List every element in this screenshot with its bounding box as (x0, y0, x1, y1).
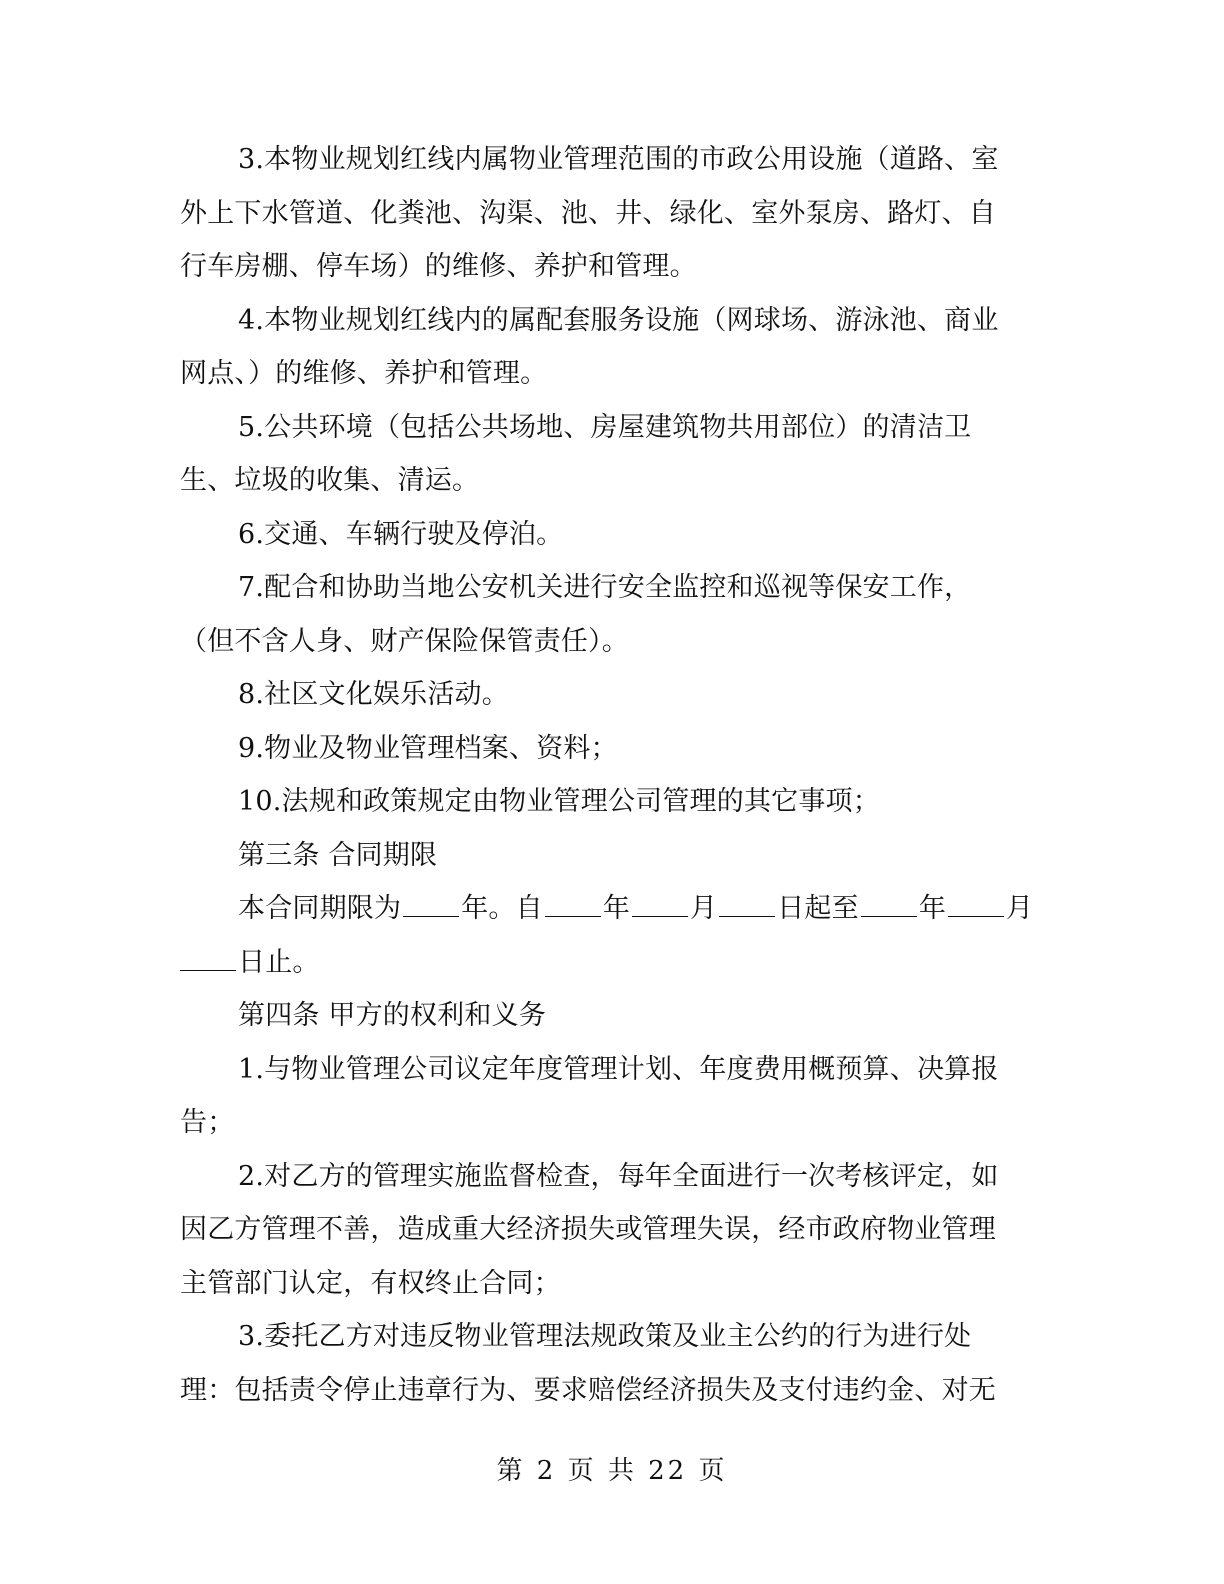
term-text: 月 (690, 893, 718, 924)
term-text: 日起至 (777, 893, 859, 924)
term-text: 年。自 (461, 893, 543, 924)
paragraph-line: 主管部门认定，有权终止合同； (180, 1267, 561, 1299)
document-body (180, 133, 1034, 1417)
paragraph-line: 6.交通、车辆行驶及停泊。 (238, 518, 564, 550)
blank-field (180, 946, 236, 971)
paragraph-line: 9.物业及物业管理档案、资料； (238, 732, 618, 764)
paragraph-line: 2.对乙方的管理实施监督检查，每年全面进行一次考核评定，如 (238, 1160, 999, 1192)
paragraph-line: 行车房棚、停车场）的维修、养护和管理。 (180, 251, 697, 282)
term-text: 年 (918, 893, 947, 924)
paragraph-line: 10.法规和政策规定由物业管理公司管理的其它事项； (238, 786, 880, 817)
blank-field (948, 892, 1004, 917)
section-heading: 第四条 甲方的权利和义务 (238, 1000, 546, 1031)
blank-field (545, 892, 601, 917)
contract-term-line (180, 882, 1034, 936)
blank-field (403, 892, 459, 917)
term-text: 日止。 (238, 946, 320, 978)
paragraph-line: 8.社区文化娱乐活动。 (238, 679, 509, 710)
paragraph-line: 网点、）的维修、养护和管理。 (180, 358, 548, 389)
paragraph-line: 因乙方管理不善，造成重大经济损失或管理失误，经市政府物业管理 (180, 1214, 996, 1245)
blank-field (719, 892, 775, 917)
paragraph-line: 5.公共环境（包括公共场地、房屋建筑物共用部位）的清洁卫 (238, 411, 972, 443)
paragraph-line: 告； (180, 1107, 235, 1138)
blank-field (861, 892, 917, 917)
paragraph-line: 生、垃圾的收集、清运。 (180, 465, 480, 496)
paragraph-line: 1.与物业管理公司议定年度管理计划、年度费用概预算、决算报 (238, 1053, 999, 1085)
term-text: 本合同期限为 (238, 893, 402, 924)
paragraph-line: 3.委托乙方对违反物业管理法规政策及业主公约的行为进行处 (238, 1321, 972, 1352)
blank-field (632, 892, 688, 917)
paragraph-line: 4.本物业规划红线内的属配套服务设施（网球场、游泳池、商业 (238, 304, 999, 336)
paragraph-line: （但不含人身、财产保险保管责任）。 (180, 625, 629, 657)
paragraph-line: 7.配合和协助当地公安机关进行安全监控和巡视等保安工作， (238, 572, 972, 603)
section-heading: 第三条 合同期限 (238, 839, 438, 871)
term-text: 月 (1006, 893, 1034, 924)
page-number-footer: 第 2 页 共 22 页 (496, 1456, 728, 1486)
contract-term-line-end (180, 936, 1020, 990)
paragraph-line: 外上下水管道、化粪池、沟渠、池、井、绿化、室外泵房、路灯、自 (180, 197, 996, 229)
paragraph-line: 3.本物业规划红线内属物业管理范围的市政公用设施（道路、室 (238, 144, 999, 175)
term-text: 年 (602, 893, 631, 924)
paragraph-line: 理：包括责令停止违章行为、要求赔偿经济损失及支付违约金、对无 (180, 1374, 996, 1406)
